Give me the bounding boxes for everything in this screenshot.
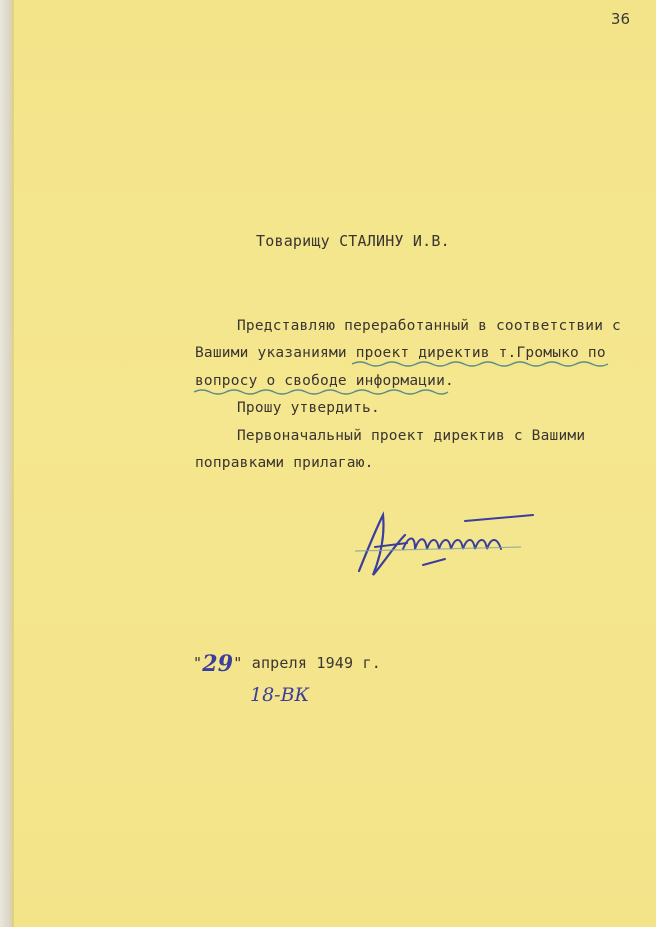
page-number: 36 (610, 10, 630, 28)
registration-mark: 18-ВК (250, 684, 310, 706)
body-line-3: вопросу о свободе информации. (195, 373, 454, 389)
date-line: "29" апреля 1949 г. (193, 651, 381, 677)
body-line-1: Представляю переработанный в соответствии с (237, 318, 621, 334)
signature-image (345, 505, 540, 583)
body-line-4: Прошу утвердить. (237, 400, 380, 416)
addressee: Товарищу СТАЛИНУ И.В. (256, 232, 450, 250)
body-line-5: Первоначальный проект директив с Вашими (237, 428, 586, 444)
body-line-6: поправками прилагаю. (195, 455, 374, 471)
date-day-handwritten: 29 (202, 651, 234, 677)
body-line-2: Вашими указаниями проект директив т.Громыко по (195, 345, 606, 361)
date-rest: апреля 1949 г. (251, 654, 381, 672)
